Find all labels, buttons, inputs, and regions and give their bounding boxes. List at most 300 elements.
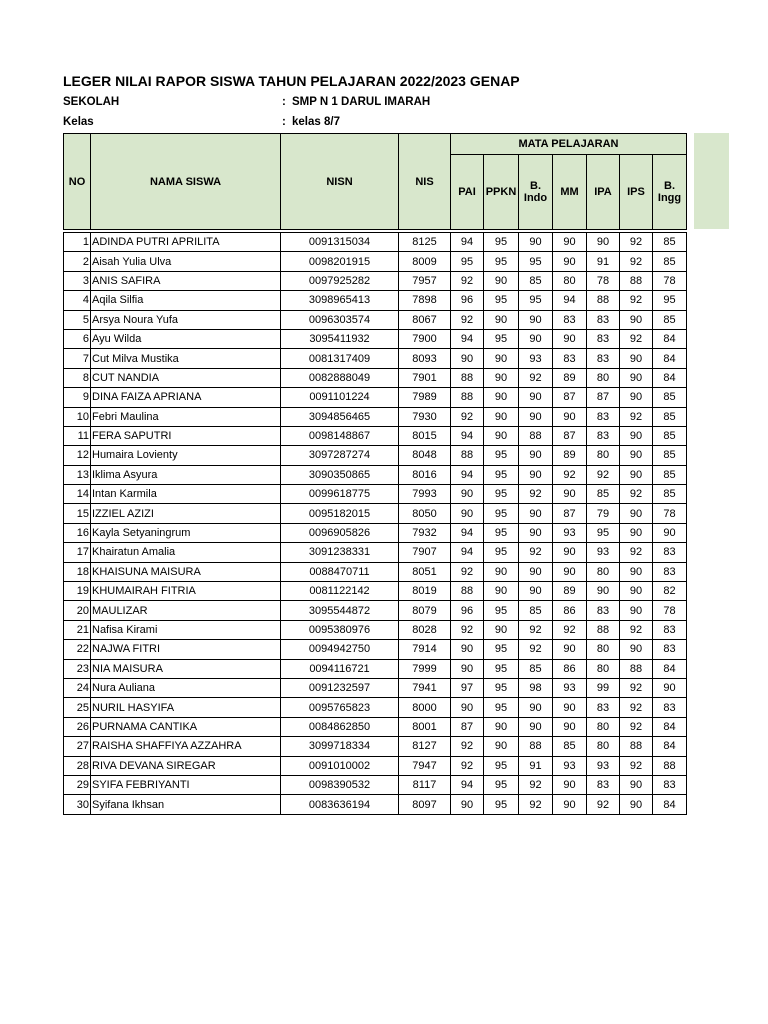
row-score: 88 [587, 620, 620, 639]
row-score: 92 [620, 543, 653, 562]
row-nis: 7941 [399, 678, 451, 697]
row-score: 95 [484, 252, 519, 271]
row-score: 90 [587, 582, 620, 601]
row-score: 95 [484, 485, 519, 504]
row-score: 80 [553, 271, 587, 290]
row-score: 85 [519, 601, 553, 620]
row-nis: 7901 [399, 368, 451, 387]
row-score: 92 [519, 775, 553, 794]
row-student-name: Febri Maulina [91, 407, 281, 426]
table-row [64, 756, 687, 775]
table-row [64, 271, 687, 290]
row-score: 92 [451, 620, 484, 639]
header-subject-ipa: IPA [587, 155, 620, 230]
school-value: SMP N 1 DARUL IMARAH [292, 96, 431, 108]
row-nisn: 0094942750 [281, 640, 399, 659]
row-score: 84 [653, 795, 687, 814]
row-student-name: Nura Auliana [91, 678, 281, 697]
row-score: 87 [587, 388, 620, 407]
row-no: 2 [64, 252, 91, 271]
row-score: 80 [587, 640, 620, 659]
row-no: 20 [64, 601, 91, 620]
header-green-extension [694, 133, 729, 229]
table-row [64, 368, 687, 387]
row-student-name: ADINDA PUTRI APRILITA [91, 233, 281, 252]
row-nisn: 0091232597 [281, 678, 399, 697]
row-student-name: Syifana Ikhsan [91, 795, 281, 814]
row-no: 30 [64, 795, 91, 814]
row-nis: 8117 [399, 775, 451, 794]
row-score: 90 [519, 504, 553, 523]
row-score: 92 [620, 485, 653, 504]
row-score: 90 [519, 523, 553, 542]
row-nisn: 0099618775 [281, 485, 399, 504]
row-score: 95 [484, 504, 519, 523]
row-nisn: 0095765823 [281, 698, 399, 717]
row-score: 90 [484, 562, 519, 581]
row-score: 95 [484, 601, 519, 620]
row-score: 95 [484, 678, 519, 697]
row-nis: 7930 [399, 407, 451, 426]
row-score: 90 [620, 775, 653, 794]
row-nis: 8125 [399, 233, 451, 252]
row-score: 83 [587, 601, 620, 620]
header-subject-bindo: B. Indo [519, 155, 553, 230]
row-nis: 8097 [399, 795, 451, 814]
header-subject-bingg: B. Ingg [653, 155, 687, 230]
row-nisn: 0082888049 [281, 368, 399, 387]
row-no: 26 [64, 717, 91, 736]
row-score: 90 [620, 504, 653, 523]
row-score: 90 [484, 388, 519, 407]
table-row [64, 291, 687, 310]
row-nisn: 0094116721 [281, 659, 399, 678]
row-nis: 8050 [399, 504, 451, 523]
row-nis: 7914 [399, 640, 451, 659]
row-score: 92 [451, 310, 484, 329]
table-body [64, 233, 687, 815]
row-score: 93 [587, 756, 620, 775]
row-score: 79 [587, 504, 620, 523]
row-score: 78 [653, 271, 687, 290]
row-score: 90 [451, 485, 484, 504]
row-score: 85 [653, 252, 687, 271]
row-score: 85 [519, 659, 553, 678]
page-title: LEGER NILAI RAPOR SISWA TAHUN PELAJARAN 2022/2023 GENAP [63, 73, 520, 89]
row-score: 95 [653, 291, 687, 310]
row-score: 83 [653, 640, 687, 659]
row-score: 93 [553, 756, 587, 775]
row-no: 9 [64, 388, 91, 407]
row-score: 88 [519, 426, 553, 445]
row-score: 90 [484, 271, 519, 290]
row-score: 95 [484, 465, 519, 484]
row-score: 83 [587, 426, 620, 445]
row-nisn: 0091101224 [281, 388, 399, 407]
row-student-name: KHAISUNA MAISURA [91, 562, 281, 581]
row-score: 95 [484, 446, 519, 465]
row-score: 80 [587, 562, 620, 581]
school-row [63, 96, 430, 108]
row-student-name: FERA SAPUTRI [91, 426, 281, 445]
row-score: 95 [484, 291, 519, 310]
row-nis: 8028 [399, 620, 451, 639]
row-student-name: CUT NANDIA [91, 368, 281, 387]
row-score: 90 [451, 349, 484, 368]
row-score: 95 [484, 640, 519, 659]
table-row [64, 349, 687, 368]
header-nis: NIS [399, 134, 451, 230]
row-score: 90 [553, 795, 587, 814]
row-no: 22 [64, 640, 91, 659]
row-score: 90 [553, 407, 587, 426]
row-nis: 7932 [399, 523, 451, 542]
row-score: 94 [553, 291, 587, 310]
row-score: 88 [620, 659, 653, 678]
grades-table [63, 133, 687, 815]
row-score: 83 [653, 543, 687, 562]
row-nisn: 3097287274 [281, 446, 399, 465]
row-nis: 7999 [399, 659, 451, 678]
row-score: 93 [553, 523, 587, 542]
row-nis: 8067 [399, 310, 451, 329]
row-nis: 7993 [399, 485, 451, 504]
table-row [64, 737, 687, 756]
row-score: 90 [620, 465, 653, 484]
row-score: 83 [587, 775, 620, 794]
row-score: 95 [484, 659, 519, 678]
row-score: 95 [484, 698, 519, 717]
row-nis: 8009 [399, 252, 451, 271]
row-score: 90 [484, 582, 519, 601]
row-score: 78 [653, 601, 687, 620]
table-row [64, 485, 687, 504]
row-score: 88 [653, 756, 687, 775]
row-no: 29 [64, 775, 91, 794]
row-student-name: Iklima Asyura [91, 465, 281, 484]
row-score: 92 [451, 737, 484, 756]
row-score: 90 [620, 446, 653, 465]
row-score: 92 [451, 562, 484, 581]
row-score: 92 [620, 407, 653, 426]
table-row [64, 523, 687, 542]
row-score: 92 [451, 271, 484, 290]
class-label: Kelas [63, 116, 94, 128]
row-nisn: 0095380976 [281, 620, 399, 639]
row-student-name: ANIS SAFIRA [91, 271, 281, 290]
row-score: 85 [587, 485, 620, 504]
row-score: 90 [620, 601, 653, 620]
row-score: 88 [451, 446, 484, 465]
row-nisn: 0081122142 [281, 582, 399, 601]
table-row [64, 465, 687, 484]
table-row [64, 504, 687, 523]
row-score: 90 [484, 737, 519, 756]
row-nis: 8019 [399, 582, 451, 601]
row-nis: 7907 [399, 543, 451, 562]
row-score: 90 [587, 233, 620, 252]
row-no: 19 [64, 582, 91, 601]
row-no: 7 [64, 349, 91, 368]
row-no: 28 [64, 756, 91, 775]
row-score: 90 [519, 446, 553, 465]
row-nisn: 0088470711 [281, 562, 399, 581]
row-score: 94 [451, 465, 484, 484]
row-student-name: Humaira Lovienty [91, 446, 281, 465]
row-score: 90 [519, 562, 553, 581]
row-nisn: 0098148867 [281, 426, 399, 445]
school-separator: : [282, 96, 286, 108]
row-score: 88 [451, 388, 484, 407]
row-score: 83 [653, 562, 687, 581]
table-row [64, 407, 687, 426]
row-score: 85 [653, 465, 687, 484]
row-score: 95 [451, 252, 484, 271]
row-score: 83 [587, 698, 620, 717]
row-score: 90 [553, 717, 587, 736]
row-score: 92 [587, 795, 620, 814]
row-nis: 8051 [399, 562, 451, 581]
row-score: 85 [653, 426, 687, 445]
row-score: 83 [587, 349, 620, 368]
row-student-name: Cut Milva Mustika [91, 349, 281, 368]
row-score: 90 [553, 485, 587, 504]
row-score: 90 [620, 368, 653, 387]
row-score: 80 [587, 737, 620, 756]
row-score: 87 [553, 388, 587, 407]
row-score: 92 [620, 233, 653, 252]
row-score: 78 [587, 271, 620, 290]
row-nis: 8079 [399, 601, 451, 620]
table-row [64, 252, 687, 271]
row-score: 90 [451, 795, 484, 814]
row-no: 24 [64, 678, 91, 697]
row-no: 13 [64, 465, 91, 484]
table-row [64, 659, 687, 678]
row-score: 78 [653, 504, 687, 523]
row-nis: 8127 [399, 737, 451, 756]
row-score: 83 [587, 310, 620, 329]
row-score: 85 [653, 485, 687, 504]
table-row [64, 329, 687, 348]
row-score: 90 [653, 523, 687, 542]
row-no: 3 [64, 271, 91, 290]
school-label: SEKOLAH [63, 96, 120, 108]
row-student-name: Ayu Wilda [91, 329, 281, 348]
row-score: 83 [653, 775, 687, 794]
row-score: 88 [620, 271, 653, 290]
row-score: 82 [653, 582, 687, 601]
table-row [64, 233, 687, 252]
row-score: 91 [587, 252, 620, 271]
row-score: 95 [484, 775, 519, 794]
table-row [64, 601, 687, 620]
row-score: 90 [620, 388, 653, 407]
row-score: 84 [653, 368, 687, 387]
row-no: 15 [64, 504, 91, 523]
row-score: 92 [553, 465, 587, 484]
row-score: 90 [653, 678, 687, 697]
row-no: 18 [64, 562, 91, 581]
row-score: 92 [519, 640, 553, 659]
row-nisn: 0084862850 [281, 717, 399, 736]
row-score: 85 [653, 407, 687, 426]
row-nisn: 3098965413 [281, 291, 399, 310]
row-score: 90 [519, 310, 553, 329]
row-score: 99 [587, 678, 620, 697]
row-nisn: 0083636194 [281, 795, 399, 814]
class-value: kelas 8/7 [292, 116, 340, 128]
row-score: 95 [484, 756, 519, 775]
row-score: 94 [451, 543, 484, 562]
row-score: 90 [519, 698, 553, 717]
row-score: 92 [620, 252, 653, 271]
row-score: 85 [553, 737, 587, 756]
row-score: 83 [587, 407, 620, 426]
row-score: 83 [553, 310, 587, 329]
row-score: 85 [653, 388, 687, 407]
header-name: NAMA SISWA [91, 134, 281, 230]
row-nisn: 0098390532 [281, 775, 399, 794]
row-student-name: RAISHA SHAFFIYA AZZAHRA [91, 737, 281, 756]
row-nisn: 3095411932 [281, 329, 399, 348]
row-nis: 8093 [399, 349, 451, 368]
row-score: 97 [451, 678, 484, 697]
row-score: 90 [553, 698, 587, 717]
table-row [64, 388, 687, 407]
row-score: 83 [587, 329, 620, 348]
header-subject-ips: IPS [620, 155, 653, 230]
row-score: 89 [553, 368, 587, 387]
row-nis: 8001 [399, 717, 451, 736]
row-score: 80 [587, 446, 620, 465]
row-student-name: Nafisa Kirami [91, 620, 281, 639]
row-nisn: 0091315034 [281, 233, 399, 252]
row-nis: 7957 [399, 271, 451, 290]
row-student-name: PURNAMA CANTIKA [91, 717, 281, 736]
row-no: 23 [64, 659, 91, 678]
row-score: 90 [451, 504, 484, 523]
header-nisn: NISN [281, 134, 399, 230]
row-score: 91 [519, 756, 553, 775]
row-no: 5 [64, 310, 91, 329]
row-score: 92 [553, 620, 587, 639]
row-no: 8 [64, 368, 91, 387]
row-score: 90 [451, 640, 484, 659]
row-score: 90 [620, 426, 653, 445]
row-nis: 7900 [399, 329, 451, 348]
row-score: 92 [620, 678, 653, 697]
row-no: 10 [64, 407, 91, 426]
row-nis: 7947 [399, 756, 451, 775]
row-score: 92 [620, 756, 653, 775]
row-score: 80 [587, 659, 620, 678]
row-score: 90 [484, 407, 519, 426]
table-header [64, 134, 687, 233]
row-score: 90 [519, 717, 553, 736]
row-nisn: 3095544872 [281, 601, 399, 620]
row-score: 90 [553, 640, 587, 659]
row-score: 95 [484, 329, 519, 348]
row-score: 88 [451, 582, 484, 601]
row-score: 84 [653, 737, 687, 756]
header-no: NO [64, 134, 91, 230]
row-nis: 7898 [399, 291, 451, 310]
row-score: 84 [653, 349, 687, 368]
row-score: 92 [519, 543, 553, 562]
row-score: 83 [653, 698, 687, 717]
table-row [64, 795, 687, 814]
row-score: 90 [519, 233, 553, 252]
row-score: 89 [553, 582, 587, 601]
row-score: 93 [587, 543, 620, 562]
row-score: 90 [484, 620, 519, 639]
row-score: 92 [587, 465, 620, 484]
row-nis: 7989 [399, 388, 451, 407]
header-subject-ppkn: PPKN [484, 155, 519, 230]
row-nisn: 0081317409 [281, 349, 399, 368]
row-score: 83 [653, 620, 687, 639]
row-no: 1 [64, 233, 91, 252]
row-score: 94 [451, 329, 484, 348]
row-score: 87 [553, 504, 587, 523]
row-score: 95 [587, 523, 620, 542]
row-score: 90 [451, 659, 484, 678]
row-no: 4 [64, 291, 91, 310]
row-score: 90 [620, 562, 653, 581]
table-row [64, 562, 687, 581]
row-no: 14 [64, 485, 91, 504]
row-score: 92 [519, 620, 553, 639]
row-score: 89 [553, 446, 587, 465]
row-nisn: 0097925282 [281, 271, 399, 290]
row-score: 90 [519, 465, 553, 484]
row-score: 87 [451, 717, 484, 736]
row-student-name: RIVA DEVANA SIREGAR [91, 756, 281, 775]
table-row [64, 640, 687, 659]
row-score: 96 [451, 291, 484, 310]
row-score: 92 [519, 485, 553, 504]
row-score: 90 [620, 795, 653, 814]
row-score: 80 [587, 717, 620, 736]
row-nisn: 0096905826 [281, 523, 399, 542]
row-score: 84 [653, 659, 687, 678]
row-no: 27 [64, 737, 91, 756]
row-score: 85 [653, 446, 687, 465]
row-score: 80 [587, 368, 620, 387]
row-score: 90 [553, 329, 587, 348]
row-score: 95 [484, 523, 519, 542]
row-no: 16 [64, 523, 91, 542]
row-nisn: 3099718334 [281, 737, 399, 756]
row-nisn: 3091238331 [281, 543, 399, 562]
row-nisn: 0098201915 [281, 252, 399, 271]
row-score: 90 [484, 426, 519, 445]
row-student-name: NURIL HASYIFA [91, 698, 281, 717]
row-score: 93 [553, 678, 587, 697]
row-student-name: Aqila Silfia [91, 291, 281, 310]
row-score: 90 [484, 349, 519, 368]
row-score: 95 [519, 291, 553, 310]
row-nisn: 0096303574 [281, 310, 399, 329]
row-score: 93 [519, 349, 553, 368]
row-score: 85 [519, 271, 553, 290]
row-student-name: IZZIEL AZIZI [91, 504, 281, 523]
row-score: 88 [587, 291, 620, 310]
row-student-name: NAJWA FITRI [91, 640, 281, 659]
row-score: 88 [620, 737, 653, 756]
row-score: 95 [484, 233, 519, 252]
